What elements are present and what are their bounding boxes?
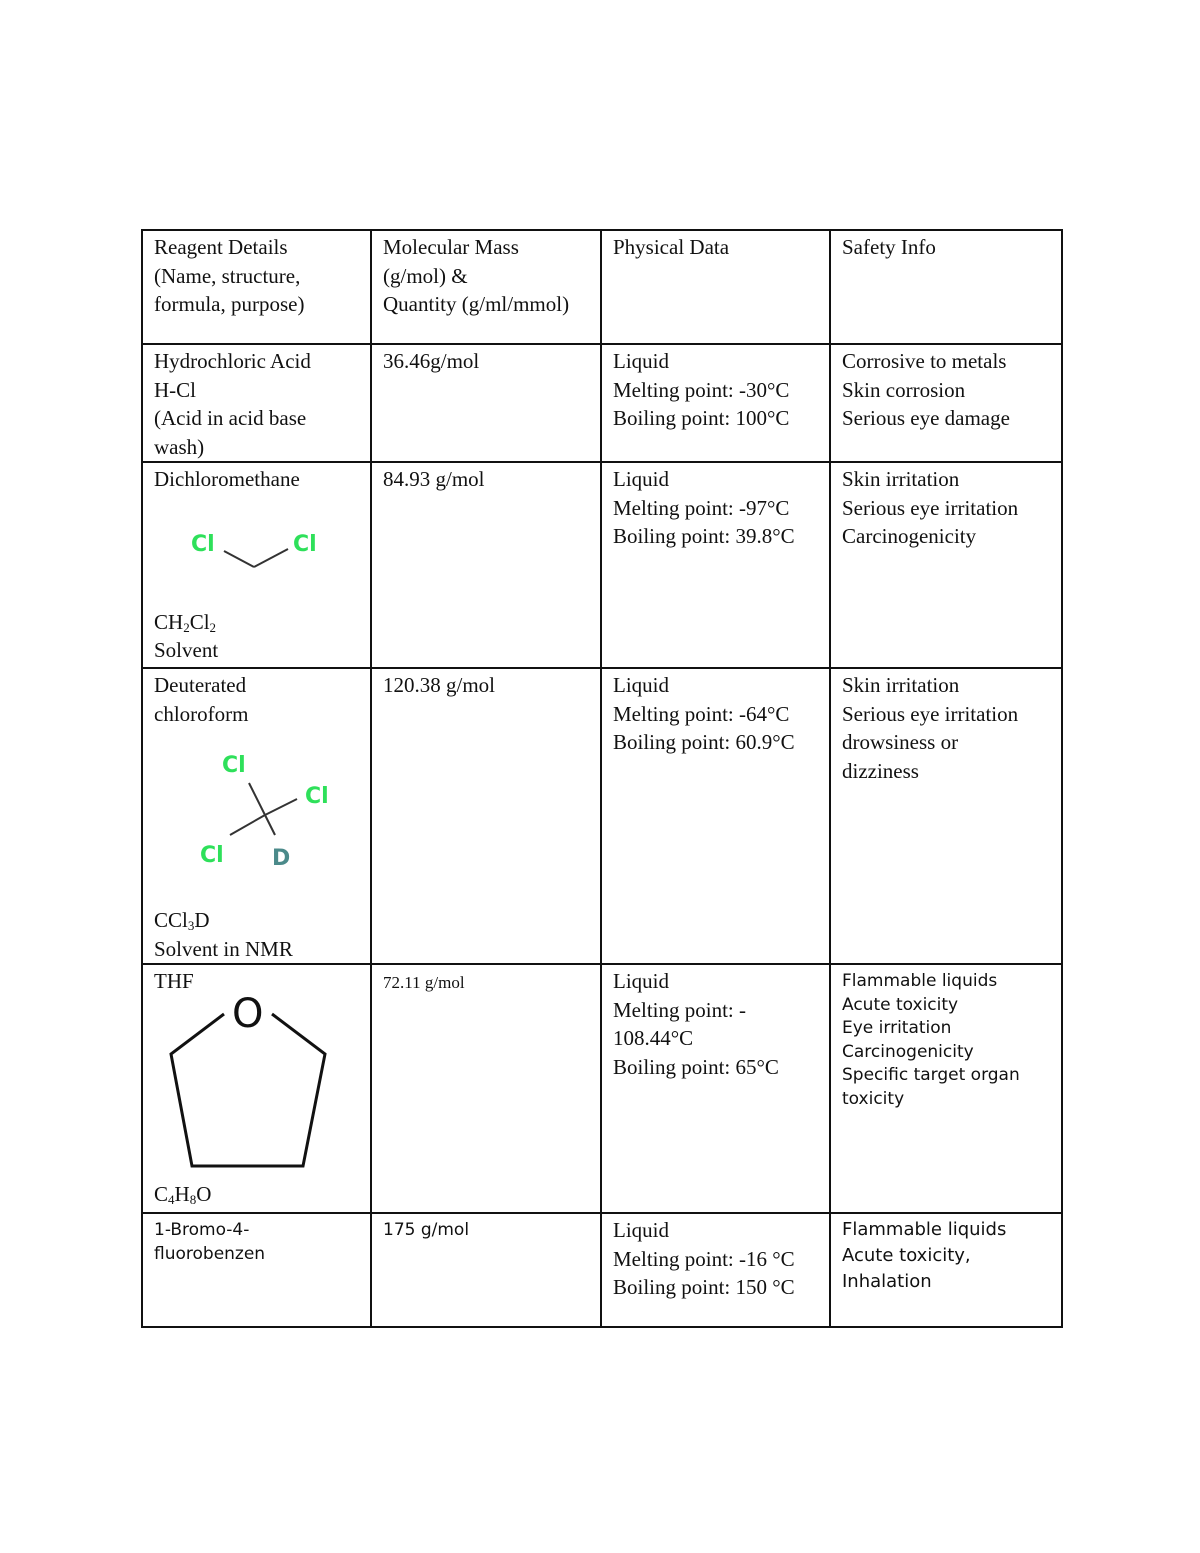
header-row [142,230,1062,344]
chlorine-atom-label: Cl [200,843,224,868]
thf-structure [154,996,354,1180]
header-safety-info: Safety Info [830,230,1062,344]
molecular-mass-cell: 120.38 g/mol [371,668,601,964]
reagent-details-cell: THF O $C_4H_8O$ [142,964,371,1213]
chlorine-atom-label: Cl [293,531,317,557]
reagent-details-cell: Dichloromethane Cl Cl $CH_2Cl_2$ Solvent [142,462,371,668]
reagent-details-cell: 1-Bromo-4- fluorobenzen [142,1213,371,1327]
physical-data-cell: Liquid Melting point: - 108.44°C Boiling point: 65°C [601,964,830,1213]
safety-info-cell: Skin irritation Serious eye irritation Carcinogenicity [830,462,1062,668]
reagent-table [141,229,1063,1328]
dichloromethane-structure [154,494,354,608]
header-physical-data: Physical Data [601,230,830,344]
chlorine-atom-label: Cl [305,784,329,809]
table-row [142,964,1062,1213]
molecular-mass-cell: 72.11 g/mol [371,964,601,1213]
safety-info-cell: Flammable liquids Acute toxicity Eye irritation Carcinogenicity Specific target organ toxicity [830,964,1062,1213]
physical-data-cell: Liquid Melting point: -30°C Boiling point: 100°C [601,344,830,462]
safety-info-cell: Skin irritation Serious eye irritation drowsiness or dizziness [830,668,1062,964]
physical-data-cell: Liquid Melting point: -16 °C Boiling point: 150 °C [601,1213,830,1327]
reagent-details-cell: Deuterated chloroform Cl Cl Cl D CCl$_3$D Solvent in NMR [142,668,371,964]
safety-info-cell: Flammable liquids Acute toxicity, Inhalation [830,1213,1062,1327]
chlorine-atom-label: Cl [191,531,215,557]
table-row [142,1213,1062,1327]
deuterated-chloroform-structure [154,728,354,906]
chlorine-atom-label: Cl [222,753,246,778]
reagent-details-cell: Hydrochloric Acid H-Cl (Acid in acid base wash) [142,344,371,462]
molecular-mass-cell: 84.93 g/mol [371,462,601,668]
purpose: Solvent [154,638,219,662]
physical-data-cell: Liquid Melting point: -97°C Boiling point: 39.8°C [601,462,830,668]
molecular-formula: $CH_2Cl_2$ [154,609,217,635]
physical-data-cell: Liquid Melting point: -64°C Boiling point: 60.9°C [601,668,830,964]
oxygen-atom-label: O [232,995,264,1037]
header-molecular-mass: Molecular Mass (g/mol) & Quantity (g/ml/mmol) [371,230,601,344]
deuterium-atom-label: D [272,846,291,871]
molecular-formula: $C_4H_8O$ [154,1181,212,1207]
purpose: Solvent in NMR [154,936,293,961]
table-row [142,668,1062,964]
molecular-formula: CCl$_3$D [154,908,210,933]
molecular-mass-cell: 175 g/mol [371,1213,601,1327]
header-reagent-details: Reagent Details (Name, structure, formula, purpose) [142,230,371,344]
table-row [142,462,1062,668]
table-row [142,344,1062,462]
safety-info-cell: Corrosive to metals Skin corrosion Serious eye damage [830,344,1062,462]
molecular-mass-cell: 36.46g/mol [371,344,601,462]
